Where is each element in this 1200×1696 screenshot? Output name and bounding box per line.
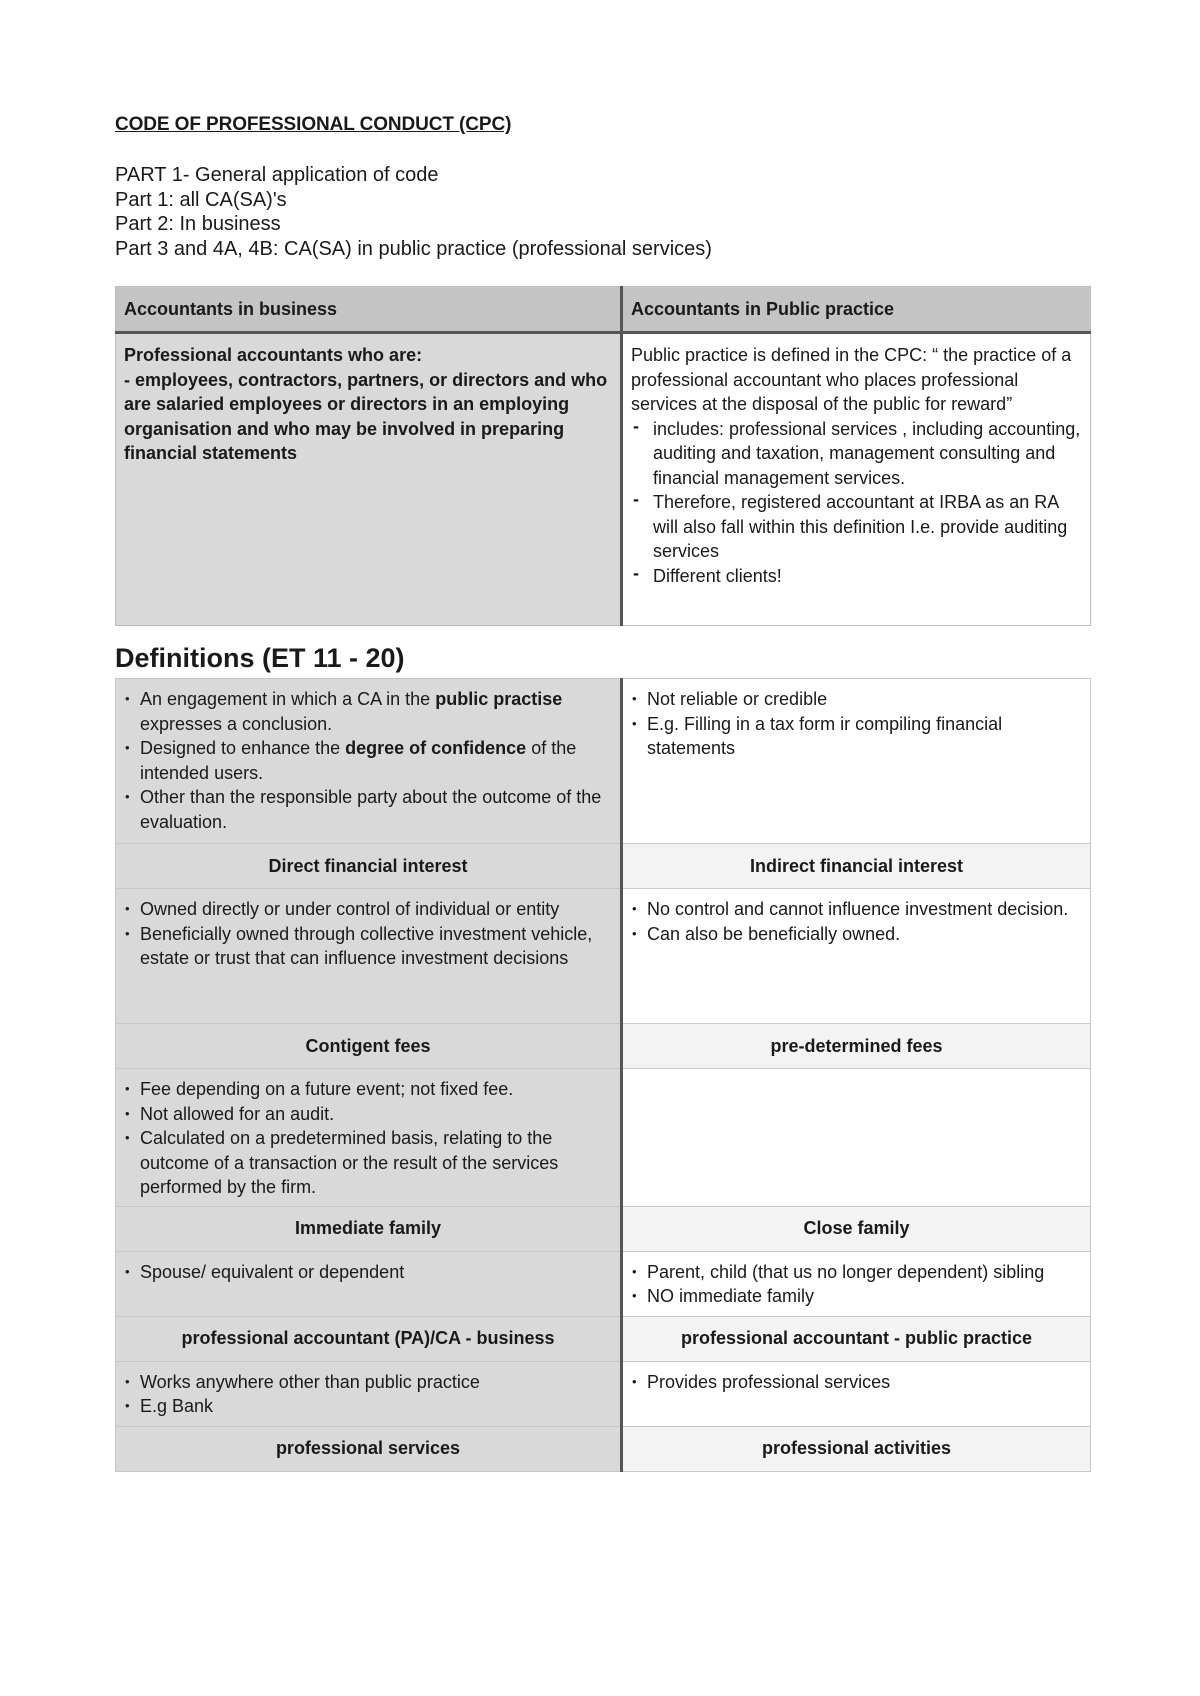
definition-cell: [116, 1069, 622, 1207]
list-item: • NO immediate family: [647, 1284, 1082, 1309]
public-practice-intro: Public practice is defined in the CPC: “ the practice of a professional accountant who places professional services at the disposal of the public for reward”: [631, 345, 1072, 414]
table-header-row: [116, 1206, 1091, 1251]
business-description-detail: - employees, contractors, partners, or directors and who are salaried employees or directors in an employing organisation and who may be involved in preparing financial statements: [124, 369, 608, 463]
list-item: [140, 687, 612, 736]
list-item: • Spouse/ equivalent or dependent: [140, 1260, 612, 1285]
public-practice-list: [631, 417, 1082, 589]
intro-line: PART 1- General application of code: [115, 164, 439, 186]
text-run: An engagement in which a CA in the: [140, 689, 436, 709]
bullet-list: [124, 1077, 612, 1200]
section-header: professional services: [116, 1426, 622, 1471]
table-header-row: [116, 1316, 1091, 1361]
definitions-heading: Definitions (ET 11 - 20): [115, 643, 405, 673]
list-item: • Not reliable or credible: [647, 687, 1082, 712]
definitions-table: [115, 678, 1091, 1472]
table-row: [116, 1251, 1091, 1316]
public-practice-header: Accountants in Public practice: [622, 287, 1091, 333]
list-item: • Other than the responsible party about the outcome of the evaluation.: [140, 785, 612, 834]
intro-line: Part 2: In business: [115, 213, 281, 235]
bullet-list: [631, 1370, 1082, 1395]
definition-cell: [622, 1361, 1091, 1426]
document-title: CODE OF PROFESSIONAL CONDUCT (CPC): [115, 114, 512, 135]
bullet-list: [124, 1260, 612, 1285]
definition-cell: [116, 1251, 622, 1316]
section-header: professional activities: [622, 1426, 1091, 1471]
section-header: Close family: [622, 1206, 1091, 1251]
text-run: Designed to enhance the: [140, 738, 346, 758]
section-header: professional accountant (PA)/CA - business: [116, 1316, 622, 1361]
section-header: Direct financial interest: [116, 844, 622, 889]
intro-line: Part 3 and 4A, 4B: CA(SA) in public practice (professional services): [115, 237, 712, 260]
table-header-row: [116, 1426, 1091, 1471]
list-item: • Owned directly or under control of individual or entity: [140, 897, 612, 922]
table-row: [116, 679, 1091, 844]
bold-term: degree of confidence: [345, 738, 527, 758]
list-item: - Therefore, registered accountant at IRBA as an RA will also fall within this definition I.e. provide auditing services: [653, 490, 1082, 564]
list-item: • Provides professional services: [647, 1370, 1082, 1395]
text-run: expresses a conclusion.: [140, 713, 333, 734]
bullet-list: [124, 1370, 612, 1419]
bullet-list: [631, 897, 1082, 946]
assurance-engagement-cell: [116, 679, 622, 844]
list-item: • E.g. Filling in a tax form ir compiling financial statements: [647, 712, 1082, 761]
comparison-body-row: [116, 333, 1091, 626]
bullet-list: [124, 687, 612, 834]
table-row: [116, 889, 1091, 1024]
business-header: Accountants in business: [116, 287, 622, 333]
definition-cell: [116, 1361, 622, 1426]
bold-term: public practise: [435, 689, 563, 709]
bullet-list: [124, 897, 612, 971]
comparison-table: [115, 286, 1091, 626]
definition-cell: [622, 1251, 1091, 1316]
list-item: • Parent, child (that us no longer dependent) sibling: [647, 1260, 1082, 1285]
list-item: • Works anywhere other than public practice: [140, 1370, 612, 1395]
intro-line: Part 1: all CA(SA)'s: [115, 188, 287, 211]
section-header: Contigent fees: [116, 1024, 622, 1069]
section-header: professional accountant - public practice: [622, 1316, 1091, 1361]
intro-block: [115, 163, 712, 261]
list-item: • Not allowed for an audit.: [140, 1102, 612, 1127]
public-practice-description: [622, 333, 1091, 626]
comparison-header-row: [116, 287, 1091, 333]
section-header: Indirect financial interest: [622, 844, 1091, 889]
non-assurance-cell: [622, 679, 1091, 844]
business-description-lead: Professional accountants who are:: [124, 345, 423, 365]
list-item: • Can also be beneficially owned.: [647, 922, 1082, 947]
business-description: [116, 333, 622, 626]
definition-cell: [622, 889, 1091, 1024]
list-item: • No control and cannot influence investment decision.: [647, 897, 1082, 922]
definition-cell-empty: [622, 1069, 1091, 1207]
table-header-row: [116, 844, 1091, 889]
list-item: • Calculated on a predetermined basis, relating to the outcome of a transaction or the result of the services performed by the firm.: [140, 1126, 612, 1200]
list-item: • E.g Bank: [140, 1394, 612, 1419]
table-row: [116, 1361, 1091, 1426]
list-item: - Different clients!: [653, 564, 1082, 589]
definition-cell: [116, 889, 622, 1024]
bullet-list: [631, 1260, 1082, 1309]
list-item: - includes: professional services , including accounting, auditing and taxation, management consulting and financial management services.: [653, 417, 1082, 491]
bullet-list: [631, 687, 1082, 761]
list-item: [140, 736, 612, 785]
table-header-row: [116, 1024, 1091, 1069]
table-row: [116, 1069, 1091, 1207]
list-item: • Beneficially owned through collective investment vehicle, estate or trust that can influence investment decisions: [140, 922, 612, 971]
text-run: of the intended users.: [140, 738, 577, 783]
section-header: pre-determined fees: [622, 1024, 1091, 1069]
list-item: • Fee depending on a future event; not fixed fee.: [140, 1077, 612, 1102]
section-header: Immediate family: [116, 1206, 622, 1251]
